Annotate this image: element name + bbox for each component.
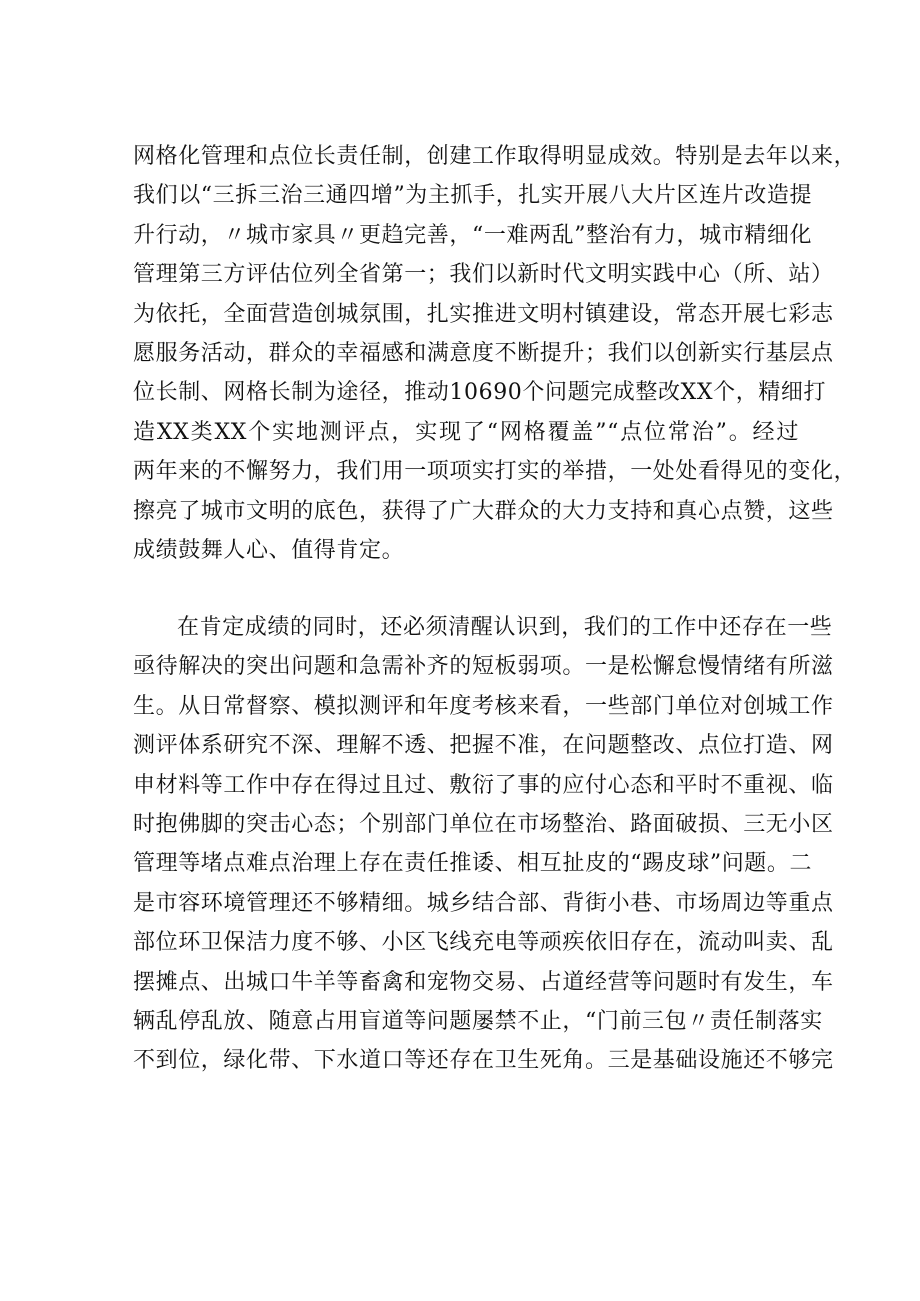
text-line: 测评体系研究不深、理解不透、把握不准，在问题整改、点位打造、网: [133, 733, 834, 759]
text-line: 擦亮了城市文明的底色，获得了广大群众的大力支持和真心点赞，这些: [133, 498, 834, 524]
text-line: 造XX类XX个实地测评点，实现了“网格覆盖”“点位常治”。经过: [133, 419, 799, 445]
text-line: 两年来的不懈努力，我们用一项项实打实的举措，一处处看得见的变化，: [133, 459, 857, 485]
text-line: 位长制、网格长制为途径，推动10690个问题完成整改XX个，精细打: [133, 380, 827, 406]
text-line: 是市容环境管理还不够精细。城乡结合部、背街小巷、市场周边等重点: [133, 890, 834, 916]
text-line: 在肯定成绩的同时，还必须清醒认识到，我们的工作中还存在一些: [177, 615, 833, 640]
paragraph-achievements: [133, 137, 857, 570]
paragraph-problems: [133, 608, 834, 1081]
text-line: 申材料等工作中存在得过且过、敷衍了事的应付心态和平时不重视、临: [133, 772, 834, 798]
text-line: 愿服务活动，群众的幸福感和满意度不断提升；我们以创新实行基层点: [133, 340, 834, 366]
text-line: 管理等堵点难点治理上存在责任推诿、相互扯皮的“踢皮球”问题。二: [133, 851, 813, 877]
text-line: 我们以“三拆三治三通四增”为主抓手，扎实开展八大片区连片改造提: [133, 183, 813, 209]
text-line: 部位环卫保洁力度不够、小区飞线充电等顽疾依旧存在，流动叫卖、乱: [133, 930, 834, 956]
text-line: 成绩鼓舞人心、值得肯定。: [133, 537, 405, 563]
text-line: 生。从日常督察、模拟测评和年度考核来看，一些部门单位对创城工作: [133, 693, 834, 719]
text-line: 网格化管理和点位长责任制，创建工作取得明显成效。特别是去年以来，: [133, 144, 857, 169]
text-line: 摆摊点、出城口牛羊等畜禽和宠物交易、占道经营等问题时有发生，车: [133, 969, 834, 995]
text-line: 升行动，〃城市家具〃更趋完善，“一难两乱”整治有力，城市精细化: [133, 222, 813, 248]
text-line: 不到位，绿化带、下水道口等还存在卫生死角。三是基础设施还不够完: [133, 1048, 834, 1074]
text-line: 管理第三方评估位列全省第一；我们以新时代文明实践中心（所、站）: [133, 262, 834, 288]
text-line: 时抱佛脚的突击心态；个别部门单位在市场整治、路面破损、三无小区: [133, 811, 834, 837]
text-line: 亟待解决的突出问题和急需补齐的短板弱项。一是松懈怠慢情绪有所滋: [133, 654, 834, 680]
text-line: 辆乱停乱放、随意占用盲道等问题屡禁不止，“门前三包〃责任制落实: [133, 1008, 823, 1034]
text-line: 为依托，全面营造创城氛围，扎实推进文明村镇建设，常态开展七彩志: [133, 301, 834, 327]
